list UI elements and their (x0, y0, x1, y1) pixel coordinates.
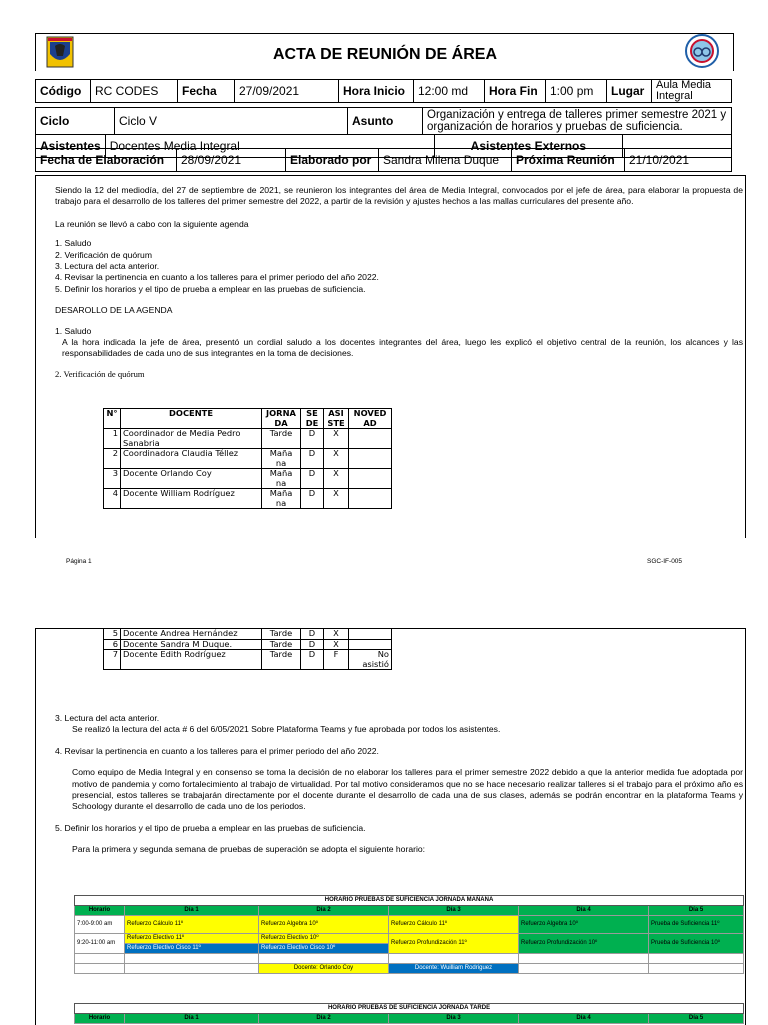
value-asunto: Organización y entrega de talleres primer semestre 2021 y organización de horarios y pruebas de suficiencia. (423, 108, 732, 135)
agenda-item: 5. Definir los horarios y el tipo de prueba a emplear en las pruebas de suficiencia. (55, 283, 366, 294)
q-novedad (349, 629, 392, 640)
value-hora-inicio: 12:00 md (414, 80, 485, 103)
item3-title: 3. Lectura del acta anterior. (55, 713, 160, 723)
q-novedad (349, 429, 392, 449)
meta-table-row4 (35, 148, 732, 172)
q-docente: Coordinador de Media Pedro Sanabria (121, 429, 262, 449)
item5-text: Para la primera y segunda semana de pruebas de superación se adopta el siguiente horario: (72, 844, 426, 855)
slot-cell: Prueba de Suficiencia 11º (649, 916, 744, 934)
table-row (104, 650, 392, 670)
q-jornada: Tarde (262, 629, 301, 640)
q-novedad (349, 639, 392, 650)
q-sede: D (301, 639, 324, 650)
q-asiste: X (324, 429, 349, 449)
label-fecha: Fecha (178, 80, 235, 103)
q-asiste: F (324, 650, 349, 670)
q-docente: Docente Orlando Coy (121, 469, 262, 489)
sh-dia1: Día 1 (125, 906, 259, 916)
slot-cell: Refuerzo Profundización 10º (519, 934, 649, 954)
label-asunto: Asunto (348, 108, 423, 135)
q-jornada: Maña na (262, 449, 301, 469)
value-proxima-reunion: 21/10/2021 (625, 149, 732, 172)
item1-title: 1. Saludo (55, 325, 92, 336)
slot-cell: Refuerzo Electivo Cisco 11º (125, 944, 259, 954)
value-codigo: RC CODES (91, 80, 178, 103)
q-n: 7 (104, 650, 121, 670)
page1-body (55, 185, 743, 380)
label-lugar: Lugar (607, 80, 652, 103)
q-asiste: X (324, 639, 349, 650)
agenda-intro: La reunión se llevó a cabo con la siguiente agenda (55, 218, 249, 229)
schedule-am-title: HORARIO PRUEBAS DE SUFICIENCIA JORNADA MAÑANA (75, 896, 744, 906)
value-hora-fin: 1:00 pm (546, 80, 607, 103)
title-frame (35, 33, 734, 71)
slot-cell: Refuerzo Electivo Cisco 10º (259, 944, 389, 954)
table-row (104, 449, 392, 469)
q-sede: D (301, 449, 324, 469)
q-docente: Coordinadora Claudia Téllez (121, 449, 262, 469)
q-docente: Docente Andrea Hernández (121, 629, 262, 640)
slot-cell: Refuerzo Cálculo 11º (389, 916, 519, 934)
qh-jornada: JORNA DA (262, 409, 301, 429)
page-title: ACTA DE REUNIÓN DE ÁREA (272, 46, 497, 63)
q-jornada: Maña na (262, 469, 301, 489)
q-novedad (349, 469, 392, 489)
sh-dia1: Día 1 (125, 1014, 259, 1024)
q-docente: Docente Sandra M Duque. (121, 639, 262, 650)
agenda-item: 2. Verificación de quórum (55, 249, 152, 260)
slot-cell: Refuerzo Electivo 11º (125, 934, 259, 944)
label-hora-fin: Hora Fin (485, 80, 546, 103)
item4-title: 4. Revisar la pertinencia en cuanto a los talleres para el primer periodo del año 2022. (55, 745, 379, 756)
q-asiste: X (324, 629, 349, 640)
sh-dia4: Día 4 (519, 906, 649, 916)
slot-cell: Refuerzo Cálculo 11º (125, 916, 259, 934)
value-fecha: 27/09/2021 (235, 80, 339, 103)
table-row (104, 469, 392, 489)
agenda-item: 4. Revisar la pertinencia en cuanto a los talleres para el primer periodo del año 2022. (55, 272, 379, 283)
quorum-table-page1 (103, 408, 392, 509)
label-proxima-reunion: Próxima Reunión (512, 149, 625, 172)
q-docente: Docente Edith Rodríguez (121, 650, 262, 670)
q-docente: Docente William Rodríguez (121, 489, 262, 509)
sh-dia3: Día 3 (389, 906, 519, 916)
agenda-list (55, 238, 743, 295)
table-row (104, 489, 392, 509)
intro-paragraph: Siendo la 12 del mediodía, del 27 de septiembre de 2021, se reunieron los integrantes del área de Media Integral, convocados por el jefe de área, para elaborar la propuesta de trabajo para el desarrollo de los talleres del primer semestre del 2022, a partir de la revisión y ajustes hechos a las mallas curriculares del presente año. (55, 185, 743, 207)
table-row (104, 639, 392, 650)
slot-time: 7:00-9:00 am (75, 916, 125, 934)
qh-novedad: NOVED AD (349, 409, 392, 429)
q-jornada: Maña na (262, 489, 301, 509)
q-asiste: X (324, 449, 349, 469)
label-asistentes-externos: Asistentes Externos (434, 135, 622, 158)
qh-asiste: ASI STE (324, 409, 349, 429)
value-fecha-elaboracion: 28/09/2021 (177, 149, 286, 172)
sh-dia2: Día 2 (259, 1014, 389, 1024)
q-sede: D (301, 429, 324, 449)
item2-title: 2. Verificación de quórum (55, 368, 145, 379)
slot-cell: Refuerzo Profundización 11º (389, 934, 519, 954)
q-jornada: Tarde (262, 429, 301, 449)
slot-cell: Refuerzo Algebra 10º (519, 916, 649, 934)
label-ciclo: Ciclo (36, 108, 115, 135)
slot-time: 9:20-11:00 am (75, 934, 125, 954)
value-asistentes: Docentes Media Integral (105, 135, 434, 158)
value-lugar: Aula Media Integral (652, 80, 732, 103)
sh-horario: Horario (75, 1014, 125, 1024)
q-asiste: X (324, 469, 349, 489)
sh-dia3: Día 3 (389, 1014, 519, 1024)
item1-text: A la hora indicada la jefe de área, presentó un cordial saludo a los docentes integrantes del área, luego les explicó el objetivo central de la reunión, los alcances y las responsabilidades de cada uno de sus integrantes en la toma de decisiones. (62, 337, 743, 359)
sh-dia5: Día 5 (649, 1014, 744, 1024)
q-sede: D (301, 489, 324, 509)
item4-text: Como equipo de Media Integral y en consenso se toma la decisión de no elaborar los talleres para el primer semestre 2022 debido a que la anterior medida fue adoptada por motivo de pandemia y como fortalecimiento al trabajo de virtualidad. Por tal motivo consideramos que no se hace necesario realizar talleres si el trabajo para el próximo año es presencial, estos talleres se trabajarán directamente por el docente durante el desarrollo de cada una de sus clases, además se podrán encontrar en la plataforma Teams y Schoology durante el desarrollo de cada uno de los periodos. (72, 767, 743, 812)
label-asistentes: Asistentes (36, 135, 106, 158)
meta-table-row2 (35, 107, 732, 135)
q-asiste: X (324, 489, 349, 509)
q-jornada: Tarde (262, 650, 301, 670)
q-n: 1 (104, 429, 121, 449)
q-n: 6 (104, 639, 121, 650)
q-jornada: Tarde (262, 639, 301, 650)
q-sede: D (301, 629, 324, 640)
q-novedad (349, 449, 392, 469)
slot-cell: Refuerzo Algebra 10º (259, 916, 389, 934)
sh-horario: Horario (75, 906, 125, 916)
schedule-pm-title: HORARIO PRUEBAS DE SUFICIENCIA JORNADA TARDE (75, 1004, 744, 1014)
qh-docente: DOCENTE (121, 409, 262, 429)
sh-dia5: Día 5 (649, 906, 744, 916)
legend-coy: Docente: Orlando Coy (259, 964, 389, 974)
schedule-table-am (74, 895, 744, 974)
table-row (104, 629, 392, 640)
agenda-item: 3. Lectura del acta anterior. (55, 261, 160, 272)
qh-n: N° (104, 409, 121, 429)
slot-cell: Prueba de Suficiencia 10º (649, 934, 744, 954)
q-n: 3 (104, 469, 121, 489)
agenda-item: 1. Saludo (55, 238, 92, 249)
table-row (104, 429, 392, 449)
page2-body (55, 713, 743, 856)
q-n: 5 (104, 629, 121, 640)
sh-dia2: Día 2 (259, 906, 389, 916)
desarrollo-title: DESAROLLO DE LA AGENDA (55, 305, 173, 316)
item5-title: 5. Definir los horarios y el tipo de prueba a emplear en las pruebas de suficiencia. (55, 822, 366, 833)
quorum-table-page2 (103, 628, 392, 670)
meta-table (35, 79, 732, 103)
sh-dia4: Día 4 (519, 1014, 649, 1024)
qh-sede: SE DE (301, 409, 324, 429)
q-novedad: No asistió (349, 650, 392, 670)
value-ciclo: Ciclo V (115, 108, 348, 135)
label-fecha-elaboracion: Fecha de Elaboración (36, 149, 177, 172)
footer-page-number: Página 1 (66, 558, 92, 565)
label-hora-inicio: Hora Inicio (339, 80, 414, 103)
q-sede: D (301, 650, 324, 670)
q-novedad (349, 489, 392, 509)
q-sede: D (301, 469, 324, 489)
item3-text: Se realizó la lectura del acta # 6 del 6/05/2021 Sobre Plataforma Teams y fue aprobada por todos los asistentes. (72, 724, 501, 735)
label-codigo: Código (36, 80, 91, 103)
q-n: 4 (104, 489, 121, 509)
label-elaborado-por: Elaborado por (286, 149, 379, 172)
footer-doc-code: SGC-IF-005 (647, 558, 683, 565)
slot-cell: Refuerzo Electivo 10º (259, 934, 389, 944)
schedule-table-pm (74, 1003, 744, 1024)
legend-william: Docente: Wuilliam Rodriguez (389, 964, 519, 974)
q-n: 2 (104, 449, 121, 469)
value-elaborado-por: Sandra Milena Duque (379, 149, 512, 172)
